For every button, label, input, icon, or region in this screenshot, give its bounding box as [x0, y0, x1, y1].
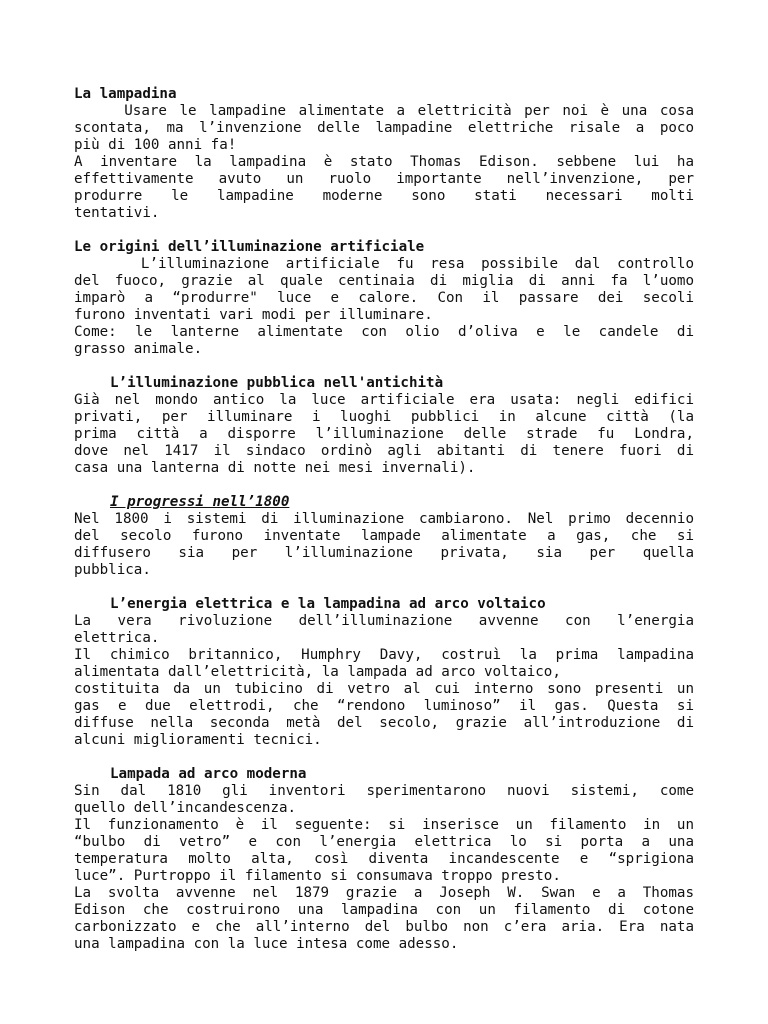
paragraph-line: carbonizzato e che all’interno del bulbo non c’era aria. Era nata: [74, 919, 694, 935]
section-heading: Le origini dell’illuminazione artificiale: [74, 239, 425, 255]
paragraph-line: furono inventati vari modi per illuminare.: [74, 307, 433, 323]
paragraph-line: casa una lanterna di notte nei mesi invernali).: [74, 460, 476, 476]
paragraph-line: dove nel 1417 il sindaco ordinò agli abitanti di tenere fuori di: [74, 443, 694, 459]
paragraph-line: La vera rivoluzione dell’illuminazione avvenne con l’energia: [74, 613, 694, 629]
paragraph-line: più di 100 anni fa!: [74, 137, 237, 153]
paragraph-line: scontata, ma l’invenzione delle lampadine elettriche risale a poco: [74, 120, 694, 136]
paragraph-line: una lampadina con la luce intesa come adesso.: [74, 936, 459, 952]
paragraph-line: L’illuminazione artificiale fu resa possibile dal controllo: [74, 256, 694, 272]
paragraph-line: elettrica.: [74, 630, 160, 646]
paragraph-line: del fuoco, grazie al quale centinaia di miglia di anni fa l’uomo: [74, 273, 694, 289]
paragraph-line: prima città a disporre l’illuminazione delle strade fu Londra,: [74, 426, 694, 442]
paragraph-line: costituita da un tubicino di vetro al cui interno sono presenti un: [74, 681, 694, 697]
paragraph-line: Sin dal 1810 gli inventori sperimentarono nuovi sistemi, come: [74, 783, 694, 799]
paragraph-line: pubblica.: [74, 562, 151, 578]
section-heading: Lampada ad arco moderna: [110, 766, 307, 782]
section-heading: L’energia elettrica e la lampadina ad arco voltaico: [110, 596, 546, 612]
paragraph-line: Già nel mondo antico la luce artificiale era usata: negli edifici: [74, 392, 694, 408]
paragraph-line: quello dell’incandescenza.: [74, 800, 297, 816]
paragraph-line: Usare le lampadine alimentate a elettricità per noi è una cosa: [74, 103, 694, 119]
paragraph-line: luce”. Purtroppo il filamento si consumava troppo presto.: [74, 868, 561, 884]
paragraph-line: del secolo furono inventate lampade alimentate a gas, che si: [74, 528, 694, 544]
section-heading: I progressi nell’1800: [110, 494, 290, 510]
paragraph-line: “bulbo di vetro” e con l’energia elettrica lo si porta a una: [74, 834, 694, 850]
paragraph-line: Il funzionamento è il seguente: si inserisce un filamento in un: [74, 817, 694, 833]
paragraph-line: Come: le lanterne alimentate con olio d’oliva e le candele di: [74, 324, 694, 340]
paragraph-line: tentativi.: [74, 205, 160, 221]
paragraph-line: gas e due elettrodi, che “rendono luminoso” il gas. Questa si: [74, 698, 694, 714]
paragraph-line: La svolta avvenne nel 1879 grazie a Joseph W. Swan e a Thomas: [74, 885, 694, 901]
section-heading: L’illuminazione pubblica nell'antichità: [110, 375, 444, 391]
paragraph-line: grasso animale.: [74, 341, 203, 357]
paragraph-line: effettivamente avuto un ruolo importante nell’invenzione, per: [74, 171, 694, 187]
paragraph-line: alcuni miglioramenti tecnici.: [74, 732, 322, 748]
paragraph-line: Il chimico britannico, Humphry Davy, costruì la prima lampadina: [74, 647, 694, 663]
paragraph-line: produrre le lampadine moderne sono stati necessari molti: [74, 188, 694, 204]
paragraph-line: alimentata dall’elettricità, la lampada ad arco voltaico,: [74, 664, 561, 680]
document-title: La lampadina: [74, 86, 177, 102]
paragraph-line: Nel 1800 i sistemi di illuminazione cambiarono. Nel primo decennio: [74, 511, 694, 527]
paragraph-line: privati, per illuminare i luoghi pubblici in alcune città (la: [74, 409, 694, 425]
paragraph-line: A inventare la lampadina è stato Thomas Edison. sebbene lui ha: [74, 154, 694, 170]
paragraph-line: diffusero sia per l’illuminazione privata, sia per quella: [74, 545, 694, 561]
paragraph-line: temperatura molto alta, così diventa incandescente e “sprigiona: [74, 851, 694, 867]
paragraph-line: Edison che costruirono una lampadina con un filamento di cotone: [74, 902, 694, 918]
paragraph-line: imparò a “produrre" luce e calore. Con il passare dei secoli: [74, 290, 694, 306]
paragraph-line: diffuse nella seconda metà del secolo, grazie all’introduzione di: [74, 715, 694, 731]
